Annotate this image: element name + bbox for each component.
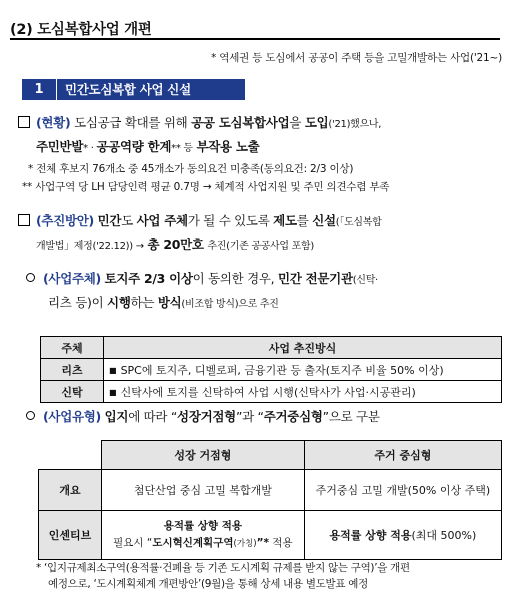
text-bold: 도입	[304, 115, 329, 130]
text-bold: 총 20만호	[147, 237, 204, 252]
table-cell: 리츠	[41, 359, 104, 381]
document-title: (2) 도심복합사업 개편	[10, 22, 152, 38]
status-footnote-2: ** 사업구역 당 LH 담당인력 평균 0.7명 → 체계적 사업지원 및 주민 의견수렴 부족	[22, 181, 390, 193]
section-title: 민간도심복합 사업 신설	[57, 79, 245, 100]
text-bold: 공공역량 한계	[96, 139, 172, 154]
cell-text: (최대 500%)	[411, 529, 477, 542]
entity-label: (사업주체)	[43, 271, 101, 286]
table-cell	[102, 511, 305, 560]
cell-text: 신탁사에 토지를 신탁하여 사업 시행(신탁사가 사업·시공관리)	[120, 385, 416, 399]
table-cell: 인센티브	[39, 511, 102, 560]
title-underline	[10, 38, 500, 40]
text: 을	[289, 115, 302, 130]
checkbox-bullet	[18, 214, 30, 226]
cell-text: ”*	[256, 536, 269, 549]
cell-text: 적용	[268, 536, 293, 549]
cell-text: SPC에 토지주, 디벨로퍼, 금융기관 등 출자(토지주 비율 50% 이상)	[120, 363, 444, 377]
text-bold: 주민반발	[36, 139, 84, 154]
text: ”과 “	[235, 409, 264, 424]
text: 이 동의한 경우,	[192, 271, 275, 286]
text-bold: 방식	[157, 295, 182, 310]
table-cell: 신탁	[41, 381, 104, 403]
text: 추진(기존 공공사업 포함)	[207, 241, 314, 252]
cell-text-bold: 용적률 상향 적용	[163, 519, 243, 532]
cell-text: (가칭)	[233, 538, 257, 549]
text-bold: 제도	[273, 213, 297, 228]
plan-paragraph	[18, 210, 503, 258]
text-bold: 신설	[312, 213, 336, 228]
table-corner	[39, 441, 102, 470]
table-header: 성장 거점형	[102, 441, 305, 470]
text: 도	[121, 213, 133, 228]
table-row	[39, 511, 502, 560]
table-header: 주거 중심형	[304, 441, 501, 470]
type-label: (사업유형)	[43, 409, 101, 424]
text: 개발법」제정('22.12)) →	[36, 241, 144, 252]
status-label: (현황)	[36, 115, 71, 130]
text: ('21)했으나,	[328, 119, 382, 130]
text-bold: 입지	[104, 409, 129, 424]
circle-bullet	[26, 411, 35, 420]
bottom-footnote	[36, 560, 506, 592]
text-bold: 성장거점형	[177, 409, 236, 424]
footnote-line: * ‘입지규제최소구역(용적률·건폐율 등 기존 도시계획 규제를 받지 않는 구역)’을 개편	[36, 562, 410, 574]
cell-text-bold: 용적률 상향 적용	[329, 529, 412, 542]
text-bold: 민간	[97, 213, 122, 228]
cell-text: 필요시 “	[113, 536, 153, 549]
text: 하는	[130, 295, 155, 310]
text: ”으로 구분	[322, 409, 380, 424]
type-paragraph	[26, 406, 504, 428]
text: * ·	[83, 143, 97, 154]
text: 리츠 등)이	[48, 295, 104, 310]
status-paragraph	[18, 112, 503, 160]
text-bold: 시행	[107, 295, 131, 310]
text: 가 될 수 있도록	[187, 213, 270, 228]
circle-bullet	[26, 273, 35, 282]
table-cell: 개요	[39, 470, 102, 511]
text: (비조합 방식)으로 추진	[181, 299, 279, 310]
text: 도심공급 확대를 위해	[74, 115, 188, 130]
plan-label: (추진방안)	[36, 213, 94, 228]
checkbox-bullet	[18, 116, 30, 128]
table-cell	[304, 511, 501, 560]
cell-text-bold: 도시혁신계획구역	[152, 536, 234, 549]
section-number: 1	[22, 79, 56, 100]
table-header: 주체	[41, 337, 104, 359]
text-bold: 공공 도심복합사업	[191, 115, 290, 130]
text-bold: 토지주 2/3 이상	[104, 271, 193, 286]
table-header: 사업 추진방식	[104, 337, 502, 359]
status-footnote-1: * 전체 후보지 76개소 중 45개소가 동의요건 미충족(동의요건: 2/3 이상)	[28, 163, 354, 175]
square-bullet-icon: ■	[109, 365, 117, 375]
square-bullet-icon: ■	[109, 387, 117, 397]
table-row	[41, 381, 502, 403]
text: 에 따라 “	[128, 409, 178, 424]
table-cell	[104, 381, 502, 403]
text-bold: 사업 주체	[136, 213, 188, 228]
project-type-table	[38, 440, 502, 560]
text: (신탁·	[352, 275, 378, 286]
table-cell: 주거중심 고밀 개발(50% 이상 주택)	[304, 470, 501, 511]
entity-paragraph	[26, 268, 504, 316]
text: 를	[296, 213, 309, 228]
table-cell: 첨단산업 중심 고밀 복합개발	[102, 470, 305, 511]
text: (「도심복합	[335, 217, 382, 228]
table-row	[39, 470, 502, 511]
footnote-line: 예정으로, ‘도시계획체계 개편방안’(9월)을 통해 상세 내용 별도발표 예정	[48, 578, 368, 590]
text: ** 등	[171, 143, 193, 154]
text-bold: 민간 전문기관	[278, 271, 353, 286]
table-row	[41, 359, 502, 381]
text-bold: 부작용 노출	[196, 139, 260, 154]
definition-note: * 역세권 등 도심에서 공공이 주택 등을 고밀개발하는 사업('21~)	[211, 52, 502, 64]
text-bold: 주거중심형	[263, 409, 323, 424]
table-cell	[104, 359, 502, 381]
entity-method-table	[40, 336, 502, 403]
